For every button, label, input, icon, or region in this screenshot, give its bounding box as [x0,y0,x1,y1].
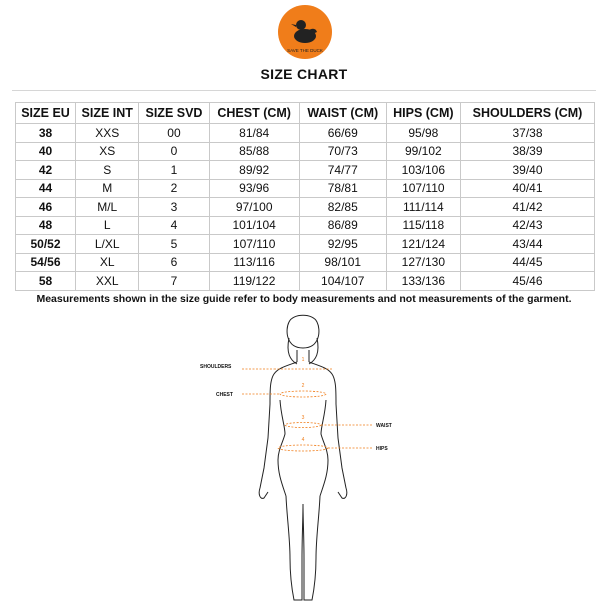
header-size-eu: SIZE EU [16,103,76,124]
cell-size-eu: 50/52 [16,235,76,254]
header-chest: CHEST (CM) [209,103,299,124]
cell-size-svd: 7 [139,272,209,291]
cell-size-svd: 4 [139,216,209,235]
cell-chest: 93/96 [209,179,299,198]
cell-waist: 74/77 [299,161,386,180]
cell-hips: 121/124 [386,235,460,254]
table-row [16,124,595,143]
header-size-svd: SIZE SVD [139,103,209,124]
cell-chest: 85/88 [209,142,299,161]
number-4: 4 [301,437,305,443]
cell-hips: 107/110 [386,179,460,198]
cell-hips: 111/114 [386,198,460,217]
measurement-numbers [302,357,305,443]
number-3: 3 [301,415,305,421]
cell-shoulders: 43/44 [460,235,594,254]
waist-guide [285,423,321,428]
cell-size-int: XXL [76,272,139,291]
table-row [16,272,595,291]
cell-waist: 70/73 [299,142,386,161]
header-hips: HIPS (CM) [386,103,460,124]
logo-text: SAVE THE DUCK [287,48,323,53]
cell-size-svd: 3 [139,198,209,217]
measurement-labels [200,364,392,452]
header-size-int: SIZE INT [76,103,139,124]
table-row [16,253,595,272]
cell-size-eu: 42 [16,161,76,180]
table-row [16,179,595,198]
cell-size-eu: 40 [16,142,76,161]
cell-chest: 81/84 [209,124,299,143]
cell-size-svd: 00 [139,124,209,143]
cell-shoulders: 42/43 [460,216,594,235]
label-shoulders: SHOULDERS [200,364,232,370]
cell-size-int: M/L [76,198,139,217]
cell-chest: 107/110 [209,235,299,254]
cell-size-int: M [76,179,139,198]
cell-size-int: XXS [76,124,139,143]
cell-size-int: L/XL [76,235,139,254]
cell-waist: 104/107 [299,272,386,291]
cell-hips: 103/106 [386,161,460,180]
cell-waist: 66/69 [299,124,386,143]
cell-size-eu: 58 [16,272,76,291]
cell-shoulders: 45/46 [460,272,594,291]
cell-hips: 115/118 [386,216,460,235]
cell-size-svd: 6 [139,253,209,272]
measurement-note: Measurements shown in the size guide refer to body measurements and not measurements of the garment. [36,293,572,305]
cell-chest: 119/122 [209,272,299,291]
body-measurement-figure [190,308,420,608]
label-chest: CHEST [216,392,233,398]
cell-shoulders: 40/41 [460,179,594,198]
cell-hips: 127/130 [386,253,460,272]
cell-size-svd: 0 [139,142,209,161]
cell-shoulders: 41/42 [460,198,594,217]
cell-size-eu: 46 [16,198,76,217]
number-1: 1 [301,357,305,363]
cell-shoulders: 37/38 [460,124,594,143]
table-row [16,198,595,217]
cell-waist: 98/101 [299,253,386,272]
cell-shoulders: 39/40 [460,161,594,180]
cell-waist: 82/85 [299,198,386,217]
label-waist: WAIST [376,423,392,429]
measurement-guides [242,369,372,451]
cell-hips: 95/98 [386,124,460,143]
cell-chest: 101/104 [209,216,299,235]
number-2: 2 [301,383,305,389]
cell-size-svd: 5 [139,235,209,254]
cell-shoulders: 38/39 [460,142,594,161]
cell-size-eu: 54/56 [16,253,76,272]
cell-chest: 113/116 [209,253,299,272]
chest-guide [280,391,326,397]
cell-waist: 92/95 [299,235,386,254]
table-row [16,161,595,180]
cell-shoulders: 44/45 [460,253,594,272]
cell-size-int: S [76,161,139,180]
table-header-row [16,103,595,124]
cell-size-eu: 38 [16,124,76,143]
label-hips: HIPS [376,446,388,452]
cell-size-eu: 48 [16,216,76,235]
table-row [16,142,595,161]
cell-size-int: L [76,216,139,235]
header-waist: WAIST (CM) [299,103,386,124]
table-row [16,216,595,235]
page-title: SIZE CHART [260,66,348,82]
cell-waist: 86/89 [299,216,386,235]
hips-guide [278,445,328,451]
divider [12,90,596,91]
cell-size-int: XL [76,253,139,272]
cell-waist: 78/81 [299,179,386,198]
cell-hips: 133/136 [386,272,460,291]
header-shoulders: SHOULDERS (CM) [460,103,594,124]
cell-size-svd: 2 [139,179,209,198]
cell-chest: 89/92 [209,161,299,180]
cell-size-int: XS [76,142,139,161]
size-chart-table [15,102,595,291]
cell-size-eu: 44 [16,179,76,198]
cell-chest: 97/100 [209,198,299,217]
table-row [16,235,595,254]
cell-hips: 99/102 [386,142,460,161]
cell-size-svd: 1 [139,161,209,180]
save-the-duck-logo [277,4,333,60]
